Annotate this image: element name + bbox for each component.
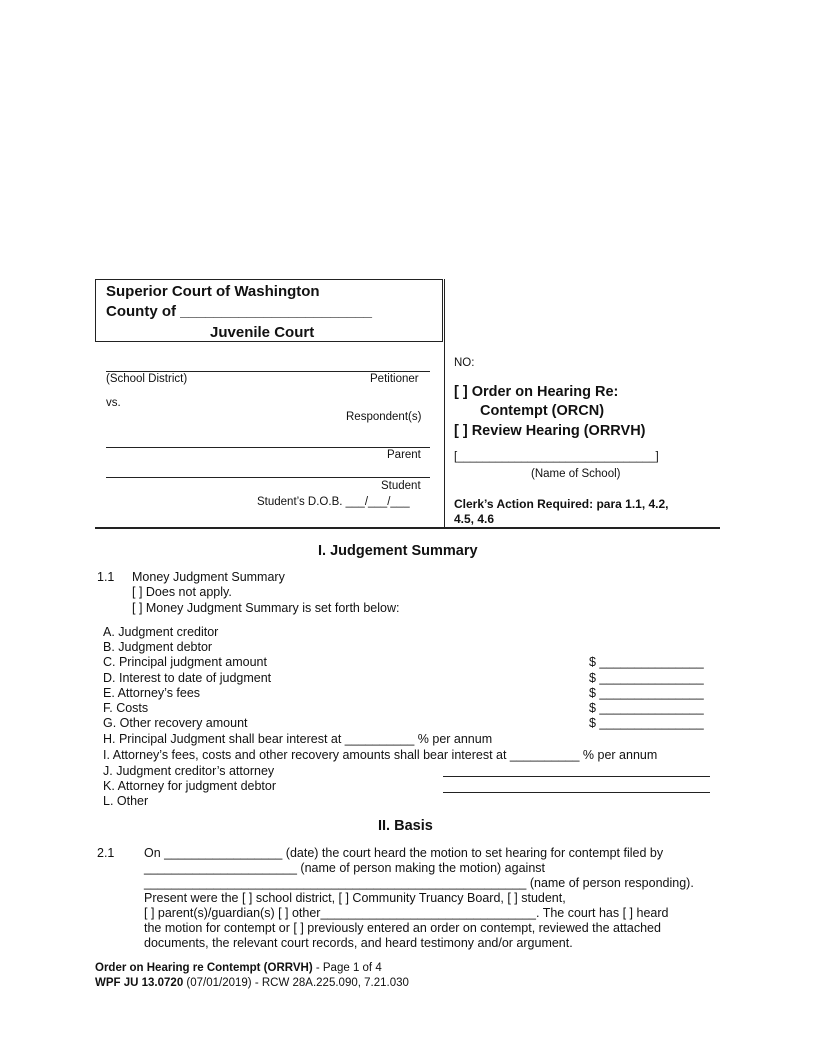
- summary-row-amount: $ _______________: [589, 655, 704, 670]
- parent-line: [106, 447, 430, 448]
- case-number-label: NO:: [454, 357, 475, 369]
- summary-row-amount: $ _______________: [589, 685, 704, 700]
- school-name-label: (Name of School): [531, 468, 621, 480]
- footer-line-1: [95, 962, 382, 974]
- footer-form-title: Order on Hearing re Contempt (ORRVH): [95, 962, 313, 974]
- student-line: [106, 477, 430, 478]
- school-name-field: [_______________________________]: [454, 451, 659, 463]
- footer-page-number: - Page 1 of 4: [312, 962, 382, 974]
- court-name-line1: Superior Court of Washington: [106, 283, 320, 300]
- summary-row-label: F. Costs: [103, 701, 149, 715]
- row-i-other-interest: I. Attorney’s fees, costs and other recovery amounts shall bear interest at __________ % per annum: [103, 748, 658, 762]
- school-district-line: [106, 371, 430, 372]
- footer-form-id: WPF JU 13.0720: [95, 977, 184, 989]
- respondents-label: Respondent(s): [346, 411, 422, 423]
- basis-line-3: _______________________________________________________ (name of person responding).: [144, 876, 694, 890]
- row-h-principal-interest: H. Principal Judgment shall bear interest at __________ % per annum: [103, 732, 493, 746]
- creditor-attorney-line: [443, 776, 710, 777]
- vs-label: vs.: [106, 397, 121, 409]
- student-label: Student: [381, 480, 421, 492]
- summary-row-label: C. Principal judgment amount: [103, 655, 267, 670]
- summary-row-label: G. Other recovery amount: [103, 716, 248, 731]
- basis-line-6: the motion for contempt or [ ] previously entered an order on contempt, reviewed the attached: [144, 921, 661, 935]
- basis-line-4: Present were the [ ] school district, [ ] Community Truancy Board, [ ] student,: [144, 891, 566, 905]
- section1-heading: I. Judgement Summary: [318, 543, 478, 559]
- title-contempt: Contempt (ORCN): [480, 403, 605, 419]
- row-j-creditor-attorney: J. Judgment creditor’s attorney: [103, 764, 275, 778]
- footer-form-date-rcw: (07/01/2019) - RCW 28A.225.090, 7.21.030: [183, 977, 409, 989]
- row-k-debtor-attorney: K. Attorney for judgment debtor: [103, 779, 277, 793]
- county-line: County of _______________________: [106, 303, 373, 320]
- money-judgment-title: Money Judgment Summary: [132, 570, 285, 584]
- caption-bottom-rule: [95, 527, 720, 529]
- option-does-not-apply: [ ] Does not apply.: [132, 585, 232, 599]
- school-district-label: (School District): [106, 373, 188, 385]
- juvenile-court-line: Juvenile Court: [210, 324, 315, 341]
- basis-line-7: documents, the relevant court records, and heard testimony and/or argument.: [144, 936, 573, 950]
- summary-row-amount: $ _______________: [589, 701, 704, 715]
- clerk-action-paras: 4.5, 4.6: [454, 512, 495, 526]
- section2-heading: II. Basis: [378, 818, 433, 834]
- summary-row-amount: $ _______________: [589, 670, 704, 685]
- basis-line-5: [ ] parent(s)/guardian(s) [ ] other_______________________________. The court has [ ] heard: [144, 906, 669, 920]
- clerk-action-required: Clerk’s Action Required: para 1.1, 4.2,: [454, 497, 669, 511]
- petitioner-label: Petitioner: [370, 373, 419, 385]
- title-review-hearing: [ ] Review Hearing (ORRVH): [454, 423, 646, 439]
- summary-row-amount: $ _______________: [589, 716, 704, 731]
- title-order-on-hearing: [ ] Order on Hearing Re:: [454, 384, 619, 400]
- debtor-attorney-line: [443, 792, 710, 793]
- summary-row-label: E. Attorney’s fees: [103, 685, 201, 700]
- parent-label: Parent: [387, 449, 421, 461]
- footer-line-2: [95, 977, 409, 989]
- basis-line-2: ______________________ (name of person making the motion) against: [144, 861, 545, 875]
- student-dob: Student’s D.O.B. ___/___/___: [257, 496, 410, 508]
- item-1-1-number: 1.1: [97, 570, 115, 584]
- basis-line-1: On _________________ (date) the court heard the motion to set hearing for contempt filed by: [144, 846, 664, 860]
- option-set-forth-below: [ ] Money Judgment Summary is set forth below:: [132, 601, 400, 615]
- summary-row-label: B. Judgment debtor: [103, 640, 213, 655]
- row-l-other: L. Other: [103, 794, 149, 808]
- item-2-1-number: 2.1: [97, 846, 115, 860]
- caption-divider: [444, 279, 445, 528]
- summary-row-label: D. Interest to date of judgment: [103, 670, 272, 685]
- summary-row-label: A. Judgment creditor: [103, 625, 219, 639]
